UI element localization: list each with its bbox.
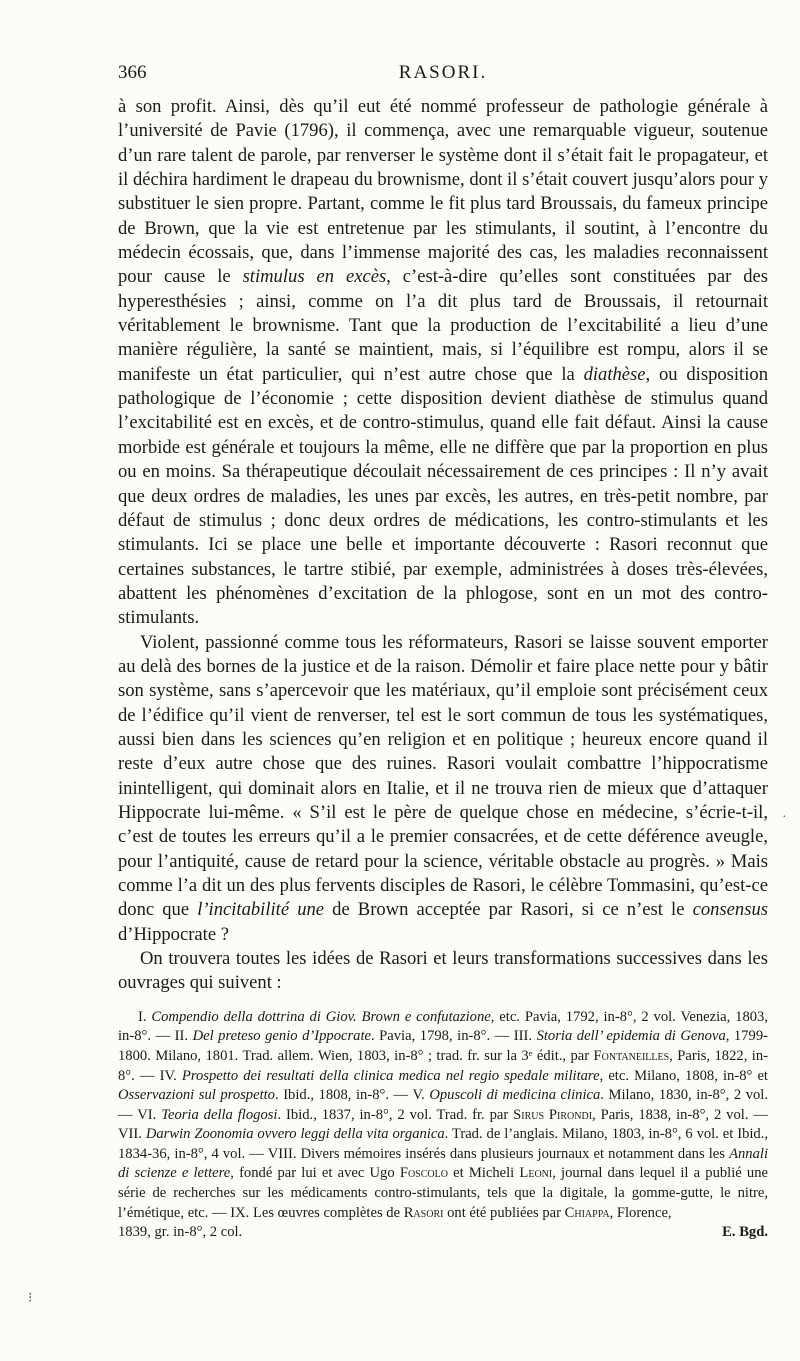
italic-text: l’incitabilité une bbox=[197, 899, 325, 921]
bibliography-paragraph bbox=[118, 1008, 768, 1224]
page-number: 366 bbox=[118, 62, 147, 83]
text-run: de Brown acceptée par Rasori, si ce n’est le bbox=[324, 899, 693, 921]
text-run: , Florence, bbox=[609, 1204, 672, 1221]
text-run: , c’est-à-dire qu’elles sont constituées par des hyperesthésies ; ainsi, comme on l’a dit plus tard de Broussais, il retournait véritablement le brownisme. Tant que la production de l’excitabilité a lieu d’une manière régulière, la santé se maintient, mais, si l’équilibre est rompu, alors il se manifeste un état particulier, qui n’est autre chose que la bbox=[118, 266, 768, 385]
text-run: , Paris, 1822, in-8°. — IV. bbox=[118, 1047, 768, 1084]
italic-text: Annali di scienze e lettere bbox=[118, 1145, 768, 1182]
italic-text: Storia dell’ epidemia di Genova bbox=[536, 1028, 726, 1045]
text-run: , fondé par lui et avec Ugo bbox=[230, 1165, 400, 1182]
paragraph bbox=[118, 947, 768, 996]
small-caps-name: Fontaneilles bbox=[593, 1047, 670, 1064]
paragraph bbox=[118, 631, 768, 947]
italic-text: Del preteso genio d’Ippocrate bbox=[192, 1028, 371, 1045]
italic-text: consensus bbox=[692, 899, 768, 921]
bibliography-final-line: 1839, gr. in-8°, 2 col. bbox=[118, 1224, 243, 1241]
text-run: , journal dans lequel il a publié une série de recherches sur les médicaments contro-stimulants, tels que la digitale, la gomme-gutte, le nitre, l’émétique, etc. — IX. Les œuvres complètes de bbox=[118, 1165, 769, 1221]
margin-speck-mark: · bbox=[782, 810, 787, 825]
article-body bbox=[118, 95, 768, 1243]
text-run: . Ibid., 1837, in-8°, 2 vol. Trad. fr. par bbox=[277, 1106, 514, 1123]
text-run: . Milano, 1830, in-8°, 2 vol. — VI. bbox=[118, 1087, 768, 1123]
italic-text: Osservazioni sul prospetto bbox=[118, 1087, 275, 1104]
small-caps-name: Leoni bbox=[519, 1165, 553, 1182]
text-run: I. bbox=[138, 1008, 152, 1025]
text-run: . Pavia, 1798, in-8°. — III. bbox=[370, 1028, 537, 1045]
text-run: On trouvera toutes les idées de Rasori et leurs transformations successives dans les ouvrages qui suivent : bbox=[118, 948, 768, 994]
text-run: . Trad. de l’anglais. Milano, 1803, in-8°, 6 vol. et Ibid., 1834-36, in-8°, 4 vol. — VIII. Divers mémoires insérés dans plusieurs journaux et notamment dans les bbox=[118, 1126, 769, 1162]
text-run: ont été publiées par bbox=[443, 1204, 565, 1221]
text-run: , Paris, 1838, in-8°, 2 vol. — VII. bbox=[118, 1106, 768, 1143]
text-run: Violent, passionné comme tous les réformateurs, Rasori se laisse souvent emporter au delà des bornes de la justice et de la raison. Démolir et faire place nette pour y bâtir son système, sans s’apercevoir que les matériaux, qu’il emploie sont précisément ceux de l’édifice qu’il vient de renverser, tel est le sort commun de tous les systématiques, aussi bien dans les sciences qu’en religion et en politique ; heureux encore quand il reste d’eux autre chose que des ruines. Rasori voulait combattre l’hippocratisme inintelligent, qui dominait alors en Italie, et il ne trouva rien de mieux que d’attaquer Hippocrate lui-même. « S’il est le père de quelque chose en médecine, s’écrie-t-il, c’est de toutes les erreurs qu’il a le premier consacrées, et de cette déférence aveugle, pour l’antiquité, cause de retard pour la science, véritable obstacle au progrès. » Mais comme l’a dit un des plus fervents disciples de Rasori, le célèbre Tommasini, qu’est-ce donc que bbox=[118, 631, 768, 921]
paragraph bbox=[118, 95, 768, 631]
italic-text: Prospetto dei resultati della clinica medica nel regio spedale militare bbox=[181, 1067, 600, 1084]
text-run: . Ibid., 1808, in-8°. — V. bbox=[274, 1087, 430, 1104]
small-caps-name: Rasori bbox=[403, 1204, 444, 1221]
text-run: à son profit. Ainsi, dès qu’il eut été nommé professeur de pathologie générale à l’université de Pavie (1796), il commença, avec une remarquable vigueur, soutenue d’un rare talent de parole, par renverser le système dont il s’était fait le propagateur, et il déchira hardiment le drapeau du brownisme, dont il s’était couvert jusqu’alors pour y substituer le sien propre. Partant, comme le fit plus tard Broussais, du fameux principe de Brown, que la vie est entretenue par les stimulants, il soutint, à l’encontre du médecin écossais, que, dans l’immense majorité des cas, les maladies reconnaissent pour cause le bbox=[118, 96, 768, 288]
bibliography-final-row bbox=[118, 1223, 768, 1243]
italic-text: stimulus en excès bbox=[242, 266, 387, 288]
italic-text: Teoria della flogosi bbox=[161, 1106, 278, 1123]
bibliography-notes bbox=[118, 1008, 768, 1243]
margin-speck-mark: ⁝ bbox=[28, 1291, 33, 1306]
text-run: , ou disposition pathologique de l’économie ; cette disposition devient diathèse de stimulus quand l’excitabilité est en excès, et de contro-stimulus, quand elle fait défaut. Ainsi la cause morbide est générale et toujours la même, elle ne diffère que par la proportion en plus ou en moins. Sa thérapeutique découlait nécessairement de ces principes : Il n’y avait que deux ordres de maladies, les unes par excès, les autres, en très-petit nombre, par défaut de stimulus ; donc deux ordres de médications, les contro-stimulants et les stimulants. Ici se place une belle et importante découverte : Rasori reconnut que certaines substances, le tartre stibié, par exemple, administrées à doses très-élevées, abattent les phénomènes d’excitation de la phlogose, sont en un mot des contro-stimulants. bbox=[118, 363, 768, 629]
author-signature: E. Bgd. bbox=[722, 1224, 768, 1241]
italic-text: Darwin Zoonomia ovvero leggi della vita organica bbox=[145, 1126, 445, 1143]
italic-text: Compendio della dottrina di Giov. Brown e confutazione bbox=[151, 1008, 491, 1025]
text-run: , 1799-1800. Milano, 1801. Trad. allem. Wien, 1803, in-8° ; trad. fr. sur la 3ᵉ édit., par bbox=[118, 1028, 768, 1064]
text-run: , etc. Pavia, 1792, in-8°, 2 vol. Venezia, 1803, in-8°. — II. bbox=[118, 1008, 768, 1045]
small-caps-name: Foscolo bbox=[399, 1165, 448, 1182]
text-run: et Micheli bbox=[447, 1165, 520, 1182]
italic-text: diathèse bbox=[583, 363, 646, 385]
small-caps-name: Sirus Pirondi bbox=[513, 1106, 593, 1123]
running-head: RASORI. bbox=[398, 62, 488, 83]
page-header bbox=[118, 62, 768, 92]
small-caps-name: Chiappa bbox=[564, 1204, 610, 1221]
italic-text: Opuscoli di medicina clinica bbox=[429, 1087, 601, 1104]
text-run: d’Hippocrate ? bbox=[118, 923, 229, 945]
text-run: , etc. Milano, 1808, in-8° et bbox=[599, 1067, 768, 1084]
